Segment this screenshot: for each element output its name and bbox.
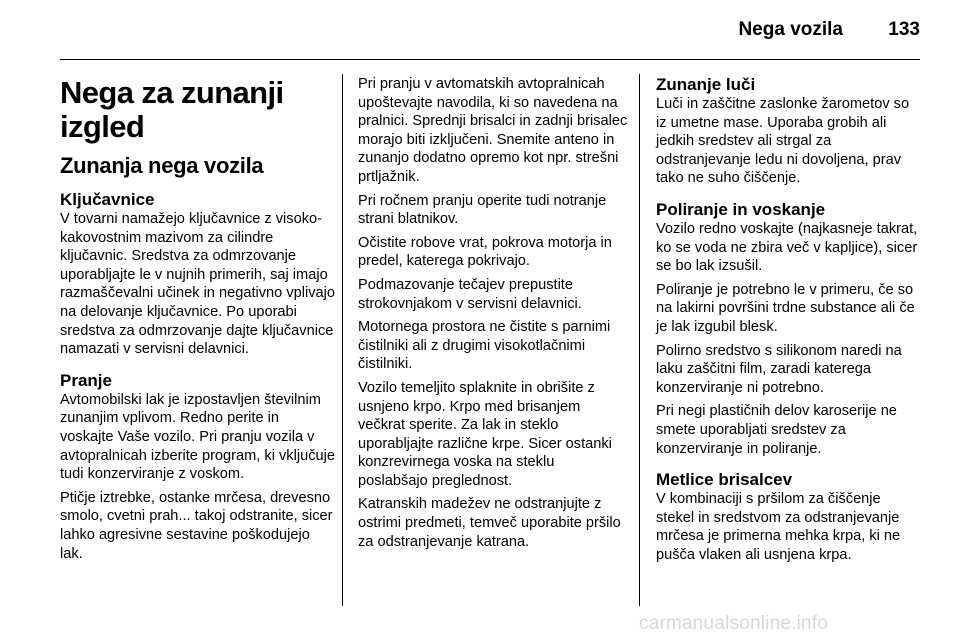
section-title: Zunanja nega vozila	[60, 153, 264, 178]
paragraph: Podmazovanje tečajev prepustite strokovnjakom v servisni delavnici.	[358, 276, 582, 312]
paragraph: Poliranje je potrebno le v primeru, če so na lakirni površini trdne substance ali če je lak izgubil blesk.	[656, 281, 915, 335]
watermark: carmanualsonline.info	[639, 613, 829, 634]
paragraph: Vozilo temeljito splaknite in obrišite z usnjeno krpo. Krpo med brisanjem večkrat sperite. Za lak in steklo uporabljajte različne krpe. Sicer ostanki konzrevirnega voska na steklu poslabšajo preglednost.	[358, 379, 612, 489]
paragraph: Pri ročnem pranju operite tudi notranje strani blatnikov.	[358, 192, 607, 228]
heading-zunanje-luci: Zunanje luči	[656, 75, 756, 94]
heading-kljucavnice: Ključavnice	[60, 190, 155, 209]
paragraph: Katranskih madežev ne odstranjujte z ostrimi predmeti, temveč uporabite pršilo za odstranjevanje katrana.	[358, 496, 621, 550]
heading-poliranje-in-voskanje: Poliranje in voskanje	[656, 199, 826, 219]
column-1	[60, 60, 336, 563]
paragraph: Pri negi plastičnih delov karoserije ne smete uporabljati sredstev za konzerviranje in poliranje.	[656, 403, 897, 457]
paragraph: Avtomobilski lak je izpostavljen številnim zunanjim vplivom. Redno perite in voskajte Vaše vozilo. Pri pranju vozila v avtopralnicah izberite program, ki vključuje tudi konzerviranje z voskom.	[60, 391, 335, 483]
paragraph: Luči in zaščitne zaslonke žarometov so iz umetne mase. Uporaba grobih ali jedkih sredstev ali strgal za odstranjevanje ledu ni dovoljena, prav tako ne suho čiščenje.	[656, 96, 910, 187]
paragraph: Pri pranju v avtomatskih avtopralnicah upoštevajte navodila, ki so navedena na pralnici. Sprednji brisalci in zadnji brisalec morajo biti izključeni. Snemite anteno in zunanjo dodatno opremo kot npr. strešni prtljažnik.	[358, 76, 628, 185]
paragraph: V kombinaciji s pršilom za čiščenje stekel in sredstvom za odstranjevanje mrčesa je primerna mehka krpa, ki ne pušča vlaken ali usnjena krpa.	[656, 491, 901, 563]
paragraph: Očistite robove vrat, pokrova motorja in predel, katerega pokrivajo.	[358, 234, 612, 270]
page-header	[0, 0, 960, 58]
paragraph: V tovarni namažejo ključavnice z visoko-kakovostnim mazivom za cilindre ključavnic. Sredstva za odmrzovanje uporabljajte le v nujnih primerih, saj imajo razmaščevalni učinek in negativno vplivajo na delovanje ključavnice. Po uporabi sredstva za odmrzovanje dajte ključavnice namazati v servisni delavnici.	[60, 211, 335, 358]
paragraph: Motornega prostora ne čistite s parnimi čistilniki ali z drugimi visokotlačnimi čistilniki.	[358, 319, 611, 373]
column-divider-2	[639, 74, 640, 606]
column-2	[358, 60, 628, 551]
paragraph: Ptičje iztrebke, ostanke mrčesa, drevesno smolo, cvetni prah... takoj odstranite, sicer lahko agresivne sestavine poškodujejo lak.	[60, 489, 333, 562]
paragraph: Vozilo redno voskajte (najkasneje takrat, ko se voda ne zbira več v kapljice), sicer se bo lak izsušil.	[656, 220, 918, 275]
paragraph: Polirno sredstvo s silikonom naredi na laku zaščitni film, zaradi katerega konzerviranje ni potrebno.	[656, 342, 902, 396]
chapter-title: Nega za zunanji izgled	[60, 75, 284, 144]
heading-metlice-brisalcev: Metlice brisalcev	[656, 470, 793, 490]
column-3	[656, 60, 922, 564]
heading-pranje: Pranje	[60, 370, 112, 390]
column-divider-1	[342, 74, 343, 606]
running-title: Nega vozila	[738, 19, 843, 40]
page-number: 133	[888, 19, 920, 40]
